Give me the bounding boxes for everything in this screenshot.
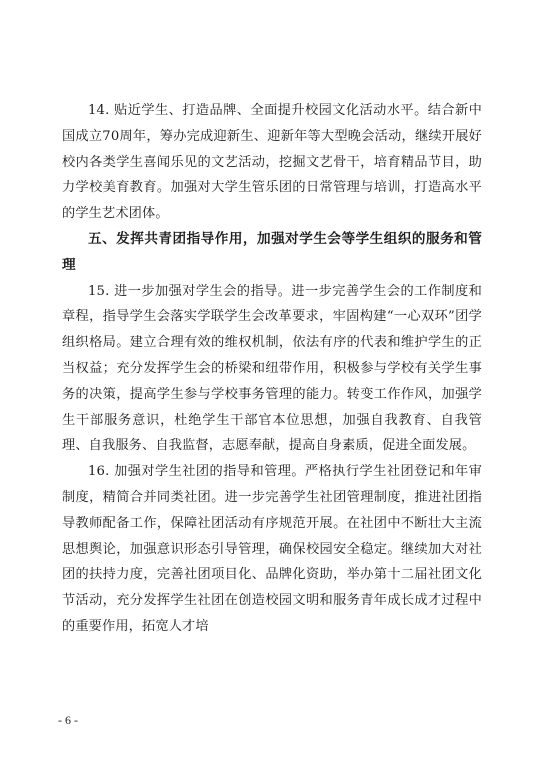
page-number: - 6 - xyxy=(58,713,78,727)
paragraph-15-body: 进一步完善学生会的工作制度和章程，指导学生会落实学联学生会改革要求，牢固构建“一心双环”团学组织格局。建立合理有效的维权机制，依法有序的代表和维护学生的正当权益；充分发挥学生会的桥梁和纽带作用，积极参与学校有关学生事务的决策，提高学生参与学校事务管理的能力。转变工作作风，加强学生干部服务意识，杜绝学生干部官本位思想，加强自我教育、自我管理、自我服务、自我监督，志愿奉献，提高自身素质，促进全面发展。 xyxy=(62,283,482,454)
paragraph-14-body: 结合新中国成立70周年，筹办完成迎新生、迎新年等大型晚会活动，继续开展好校内各类学生喜闻乐见的文艺活动，挖掘文艺骨干，培育精品节目，助力学校美育教育。加强对大学生管乐团的日常管理与培训，打造高水平的学生艺术团体。 xyxy=(62,103,482,222)
section-heading-5: 五、发挥共青团指导作用，加强对学生会等学生组织的服务和管理 xyxy=(62,230,482,273)
paragraph-15 xyxy=(62,279,482,460)
paragraph-14 xyxy=(62,98,482,227)
paragraph-15-lead: 15. 进一步加强对学生会的指导。 xyxy=(88,283,292,299)
paragraph-16-body: 严格执行学生社团登记和年审制度，精简合并同类社团。进一步完善学生社团管理制度，推进社团指导教师配备工作，保障社团活动有序规范开展。在社团中不断壮大主流思想舆论，加强意识形态引导管理，确保校园安全稳定。继续加大对社团的扶持力度，完善社团项目化、品牌化资助，举办第十二届社团文化节活动，充分发挥学生社团在创造校园文明和服务青年成长成才过程中的重要作用，拓宽人才培 xyxy=(62,464,482,634)
paragraph-14-lead: 14. 贴近学生、打造品牌、全面提升校园文化活动水平。 xyxy=(88,103,428,118)
paragraph-16-lead: 16. 加强对学生社团的指导和管理。 xyxy=(88,464,305,480)
paragraph-16 xyxy=(62,459,482,640)
body-text xyxy=(62,98,482,640)
